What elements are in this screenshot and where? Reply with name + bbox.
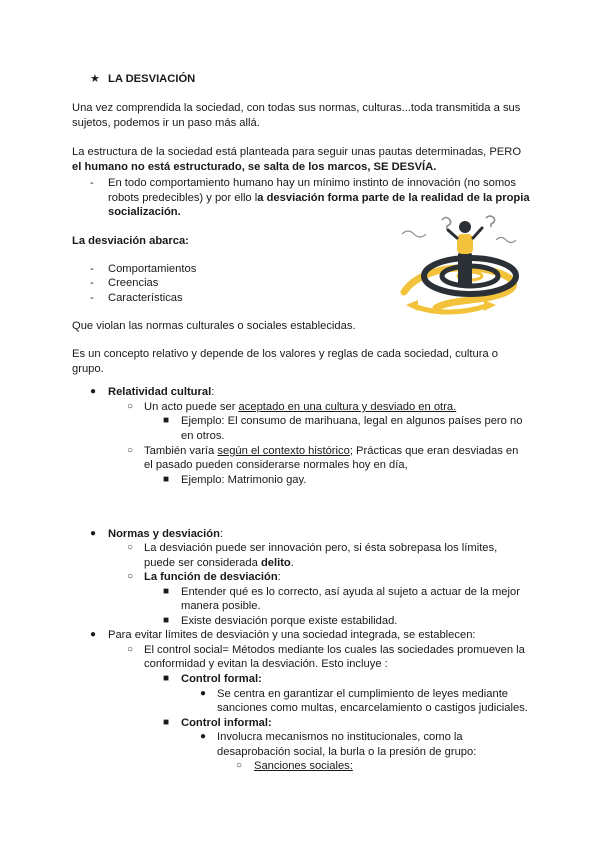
- relatividad-title: Relatividad cultural:: [108, 386, 215, 398]
- relatividad-sub-2-line-1: También varía según el contexto histórico; Prácticas que eran desviadas en: [144, 445, 519, 457]
- squiggle-line: [402, 231, 426, 237]
- abarca-title: La desviación abarca:: [72, 235, 189, 247]
- funcion-title: La función de desviación:: [144, 571, 281, 583]
- circle-bullet: ○: [127, 571, 134, 582]
- relatividad-example-1-line-1: Ejemplo: El consumo de marihuana, legal en algunos países pero no: [181, 415, 523, 427]
- intro-line-2: sujetos, podemos ir un paso más allá.: [72, 117, 260, 129]
- control-informal-title: Control informal:: [181, 717, 272, 729]
- funcion-item-1-line-1: Entender qué es lo correcto, así ayuda al sujeto a actuar de la mejor: [181, 586, 520, 598]
- circle-bullet: ○: [127, 401, 134, 412]
- person-head: [459, 221, 471, 233]
- disc-bullet: ●: [90, 386, 97, 397]
- dash-bullet: -: [90, 277, 94, 289]
- control-formal-line-1: Se centra en garantizar el cumplimiento de leyes mediante: [217, 688, 509, 700]
- question-mark-icon: [442, 218, 451, 230]
- person-torso: [457, 234, 473, 254]
- intro-line-1: Una vez comprendida la sociedad, con todas sus normas, culturas...toda transmitida a sus: [72, 102, 521, 114]
- squiggle-line: [496, 238, 516, 243]
- normas-sub-1-line-1: La desviación puede ser innovación pero, si ésta sobrepasa los límites,: [144, 542, 498, 554]
- relatividad-sub-2-line-2: el pasado pueden considerarse normales hoy en día,: [144, 459, 408, 471]
- dash-bullet: -: [90, 263, 94, 275]
- spiral-road-person-illustration: [400, 214, 522, 322]
- list-item: Creencias: [108, 277, 159, 289]
- square-bullet: ■: [163, 717, 170, 728]
- control-formal-line-2: sanciones como multas, encarcelamiento o castigos judiciales.: [217, 702, 528, 714]
- disc-bullet: ●: [90, 629, 97, 640]
- relatividad-example-2: Ejemplo: Matrimonio gay.: [181, 474, 307, 486]
- concepto-line-1: Es un concepto relativo y depende de los valores y reglas de cada sociedad, cultura o: [72, 348, 499, 360]
- control-informal-line-2: desaprobación social, la burla o la presión de grupo:: [217, 746, 477, 758]
- violan-paragraph: Que violan las normas culturales o sociales establecidas.: [72, 320, 356, 332]
- structure-line-1: La estructura de la sociedad está planteada para seguir unas pautas determinadas, PERO: [72, 146, 522, 158]
- innovation-line-1: En todo comportamiento humano hay un mínimo instinto de innovación (no somos: [108, 177, 516, 189]
- disc-bullet: ●: [200, 731, 207, 742]
- control-social-line-1: El control social= Métodos mediante los cuales las sociedades promueven la: [144, 644, 525, 656]
- question-mark-icon: [486, 216, 495, 227]
- circle-bullet: ○: [236, 760, 243, 771]
- innovation-line-2: robots predecibles) y por ello la desviación forma parte de la realidad de la propia: [108, 192, 530, 204]
- star-icon: ★: [90, 73, 100, 85]
- disc-bullet: ●: [90, 528, 97, 539]
- control-social-line-2: conformidad y evitan la desviación. Esto incluye :: [144, 658, 388, 670]
- list-item: Características: [108, 292, 183, 304]
- person-legs: [458, 252, 472, 286]
- control-intro: Para evitar límites de desviación y una sociedad integrada, se establecen:: [108, 629, 476, 641]
- relatividad-sub-1: Un acto puede ser aceptado en una cultura y desviado en otra.: [144, 401, 457, 413]
- square-bullet: ■: [163, 586, 170, 597]
- arrow-head: [484, 300, 496, 311]
- circle-bullet: ○: [127, 542, 134, 553]
- yellow-arrow: [414, 306, 486, 312]
- sanciones-sociales: Sanciones sociales:: [254, 760, 353, 772]
- structure-line-2: el humano no está estructurado, se salta de los marcos, SE DESVÍA.: [72, 161, 437, 173]
- square-bullet: ■: [163, 615, 170, 626]
- square-bullet: ■: [163, 474, 170, 485]
- dash-bullet: -: [90, 292, 94, 304]
- arrow-head: [406, 300, 418, 311]
- funcion-item-2: Existe desviación porque existe estabilidad.: [181, 615, 398, 627]
- control-formal-title: Control formal:: [181, 673, 262, 685]
- circle-bullet: ○: [127, 644, 134, 655]
- funcion-item-1-line-2: manera posible.: [181, 600, 261, 612]
- circle-bullet: ○: [127, 445, 134, 456]
- square-bullet: ■: [163, 415, 170, 426]
- innovation-line-3: socialización.: [108, 206, 181, 218]
- relatividad-example-1-line-2: en otros.: [181, 430, 225, 442]
- concepto-line-2: grupo.: [72, 363, 104, 375]
- control-informal-line-1: Involucra mecanismos no institucionales, como la: [217, 731, 463, 743]
- disc-bullet: ●: [200, 688, 207, 699]
- square-bullet: ■: [163, 673, 170, 684]
- normas-title: Normas y desviación:: [108, 528, 224, 540]
- dash-bullet: -: [90, 177, 94, 189]
- page-title: LA DESVIACIÓN: [108, 73, 196, 85]
- list-item: Comportamientos: [108, 263, 197, 275]
- normas-sub-1-line-2: puede ser considerada delito.: [144, 557, 294, 569]
